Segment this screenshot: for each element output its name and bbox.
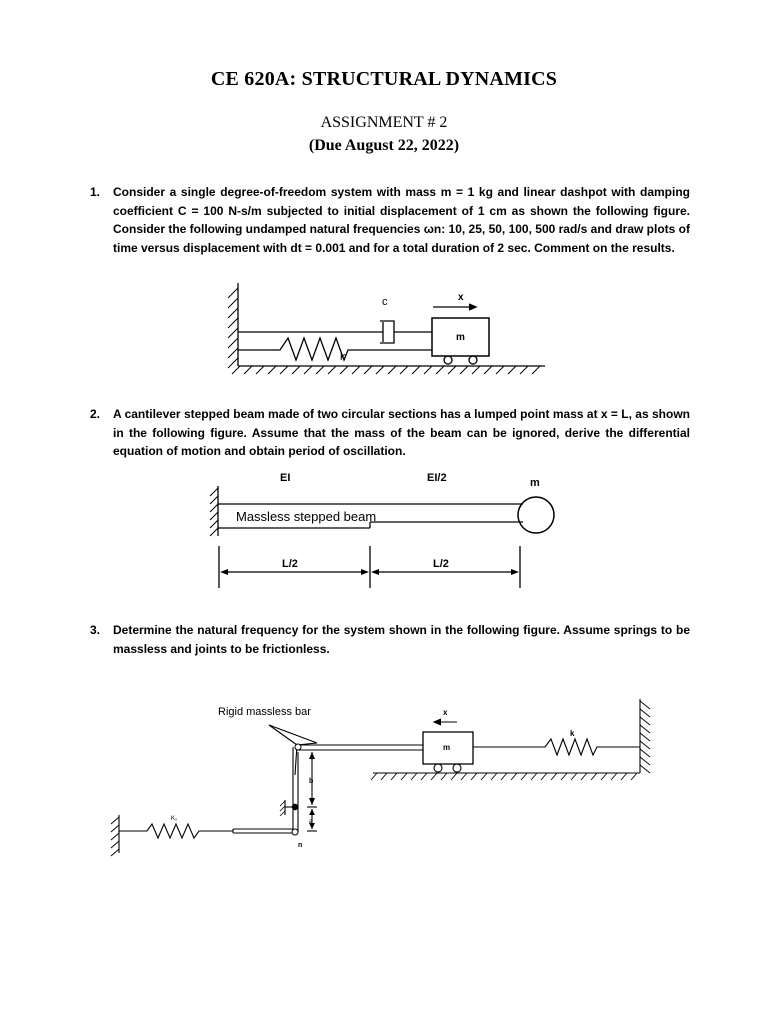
right-dimension: L/2 [433,558,449,570]
rigid-bar-label: Rigid massless bar [218,706,311,718]
question-2 [90,405,690,461]
left-spring-label: K₁ [171,816,178,822]
displacement-label: x [458,292,464,303]
right-section-stiffness: EI/2 [427,472,447,484]
due-date: (Due August 22, 2022) [308,137,460,154]
assignment-number: ASSIGNMENT # 2 [320,114,448,131]
mass-label: m [456,332,465,343]
left-section-stiffness: EI [280,472,291,484]
mass-label: m [443,743,451,752]
question-3 [90,621,690,658]
document-title: CE 620A: STRUCTURAL DYNAMICS [210,68,558,90]
question-text: Consider a single degree-of-freedom system with mass m = 1 kg and linear dashpot with damping coefficient C = 100 N-s/m subjected to initial displacement of 1 cm as shown the following figure. Consider the following undamped natural frequencies ωn: 10, 25, 50, 100, 500 rad/s and draw plots of time versus displacement with dt = 0.001 and for a total duration of 2 sec. Comment on the results. [113,185,690,255]
figure-rigid-bar-system [105,695,660,855]
question-number: 2. [90,407,101,421]
pin-label: n [298,842,303,849]
left-dimension: L/2 [282,558,298,570]
question-text: Determine the natural frequency for the system shown in the following figure. Assume springs to be massless and joints to be frictionless. [113,623,690,656]
damper-label: c [382,296,388,308]
figure-sdof-system [220,278,550,378]
spring-label: k [340,351,346,363]
figure-stepped-beam [205,466,565,596]
question-text: A cantilever stepped beam made of two circular sections has a lumped point mass at x = L, as shown in the following figure. Assume that the mass of the beam can be ignored, derive the differential equation of motion and obtain period of oscillation. [113,407,690,458]
displacement-label: x [443,708,448,717]
dimension-b-label: b [309,778,314,785]
question-number: 1. [90,185,101,199]
question-1 [90,183,690,257]
question-number: 3. [90,623,101,637]
mass-label: m [530,477,540,489]
beam-label: Massless stepped beam [236,509,377,524]
dimension-a-label: a [309,819,313,825]
right-spring-label: k [570,729,575,738]
